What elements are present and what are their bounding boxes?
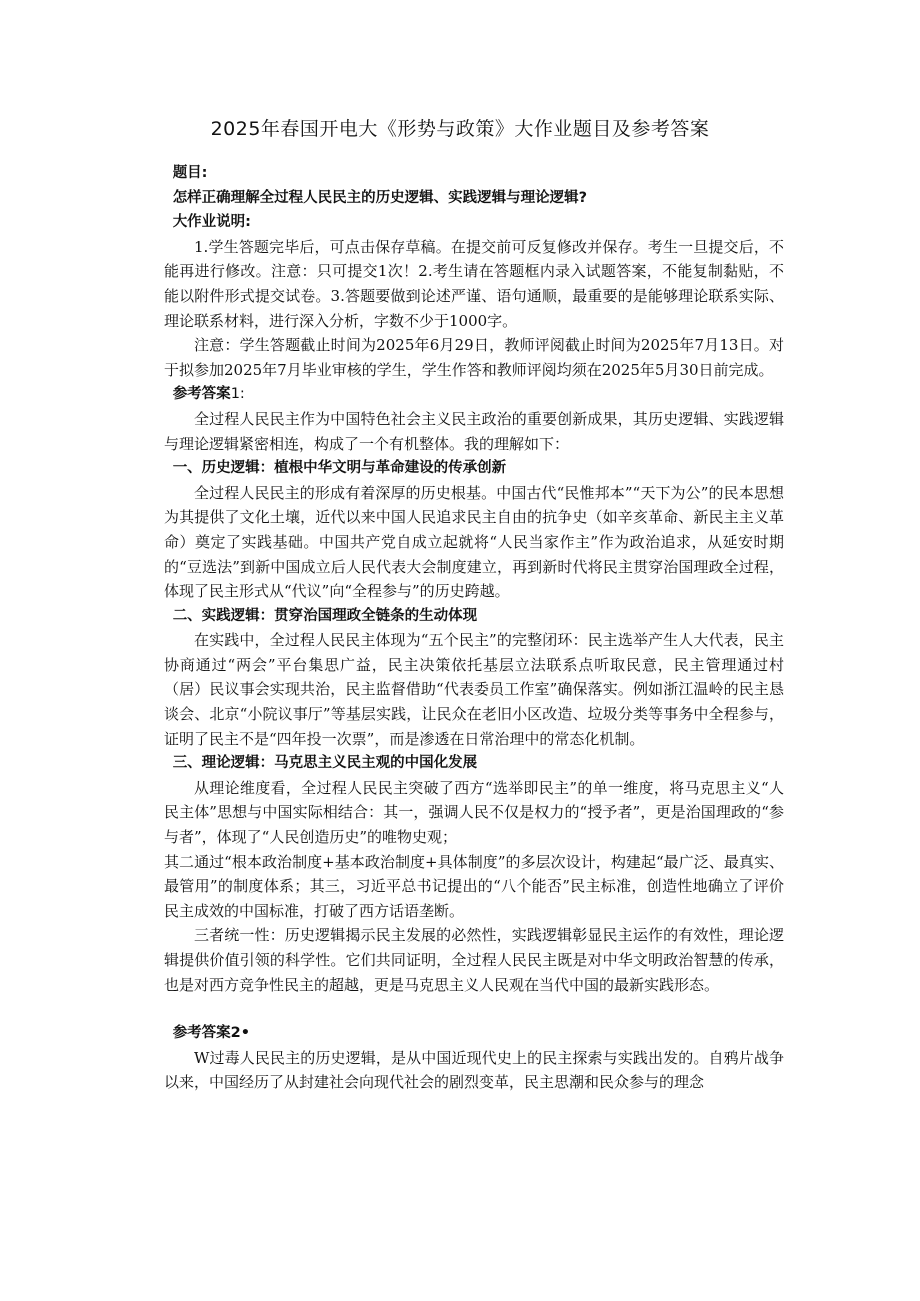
instructions-text: 1.学生答题完毕后，可点击保存草稿。在提交前可反复修改并保存。考生一旦提交后，不能再进行修改。注意：只可提交1次！2.考生请在答题框内录入试题答案，不能复制黏贴，不能以附件形式提交试卷。3.答题要做到论述严谨、语句通顺，最重要的是能够理论联系实际、理论联系材料，进行深入分析，字数不少于1000字。 xyxy=(164,237,784,330)
section1-text: 全过程人民民主的形成有着深厚的历史根基。中国古代“民惟邦本”“天下为公”的民本思想为其提供了文化土壤，近代以来中国人民追求民主自由的抗争史（如辛亥革命、新民主主义革命）奠定了实践基础。中国共产党自成立起就将“人民当家作主”作为政治追求，从延安时期的“豆选法”到新中国成立后人民代表大会制度建立，再到新时代将民主贯穿治国理政全过程，体现了民主形式从“代议”向“全程参与”的历史跨越。 xyxy=(164,483,784,601)
answer2-text: W过毒人民民主的历史逻辑，是从中国近现代史上的民主探索与实践出发的。自鸦片战争以来，中国经历了从封建社会向现代社会的剧烈变革，民主思潮和民众参与的理念 xyxy=(164,1048,784,1092)
section3-text-a: 从理论维度看，全过程人民民主突破了西方“选举即民主”的单一维度，将马克思主义“人民主体”思想与中国实际相结合：其一，强调人民不仅是权力的“授予者”，更是治国理政的“参与者”，体现了“人民创造历史”的唯物史观； xyxy=(164,778,784,847)
section3-heading: 三、理论逻辑：马克思主义民主观的中国化发展 xyxy=(172,755,478,772)
document-body xyxy=(164,161,784,1095)
section2-text: 在实践中，全过程人民民主体现为“五个民主”的完整闭环：民主选举产生人大代表，民主协商通过“两会”平台集思广益，民主决策依托基层立法联系点听取民意，民主管理通过村（居）民议事会实现共治，民主监督借助“代表委员工作室”确保落实。例如浙江温岭的民主恳谈会、北京“小院议事厅”等基层实践，让民众在老旧小区改造、垃圾分类等事务中全程参与，证明了民主不是“四年投一次票”，而是渗透在日常治理中的常态化机制。 xyxy=(164,631,784,748)
notice-text: 注意：学生答题截止时间为2025年6月29日，教师评阅截止时间为2025年7月13日。对于拟参加2025年7月毕业审核的学生，学生作答和教师评阅均须在2025年5月30日前完成。 xyxy=(164,336,784,379)
question-text: 怎样正确理解全过程人民民主的历史逻辑、实践逻辑与理论逻辑? xyxy=(172,189,588,206)
document-title: 2025年春国开电大《形势与政策》大作业题目及参考答案 xyxy=(210,118,710,140)
answer2-label: 参考答案2• xyxy=(172,1025,251,1042)
instructions-label: 大作业说明: xyxy=(172,214,251,231)
question-label: 题目: xyxy=(172,165,208,181)
section2-heading: 二、实践逻辑：贯穿治国理政全链条的生动体现 xyxy=(172,607,478,624)
answer1-number: 1: xyxy=(230,386,245,403)
answer1-label xyxy=(164,382,784,407)
answer1-label-text: 参考答案 xyxy=(172,386,231,403)
paragraph-gap xyxy=(164,997,784,1021)
answer1-intro: 全过程人民民主作为中国特色社会主义民主政治的重要创新成果，其历史逻辑、实践逻辑与理论逻辑紧密相连，构成了一个有机整体。我的理解如下： xyxy=(164,409,784,453)
section3-text-b: 其二通过“根本政治制度+基本政治制度+具体制度”的多层次设计，构建起“最广泛、最真实、最管用”的制度体系；其三，习近平总书记提出的“八个能否”民主标准，创造性地确立了评价民主成效的中国标准，打破了西方话语垄断。 xyxy=(164,852,784,920)
section1-heading: 一、历史逻辑：植根中华文明与革命建设的传承创新 xyxy=(172,460,507,477)
summary-text: 三者统一性：历史逻辑揭示民主发展的必然性，实践逻辑彰显民主运作的有效性，理论逻辑提供价值引领的科学性。它们共同证明，全过程人民民主既是对中华文明政治智慧的传承，也是对西方竞争性民主的超越，更是马克思主义人民观在当代中国的最新实践形态。 xyxy=(164,926,784,994)
